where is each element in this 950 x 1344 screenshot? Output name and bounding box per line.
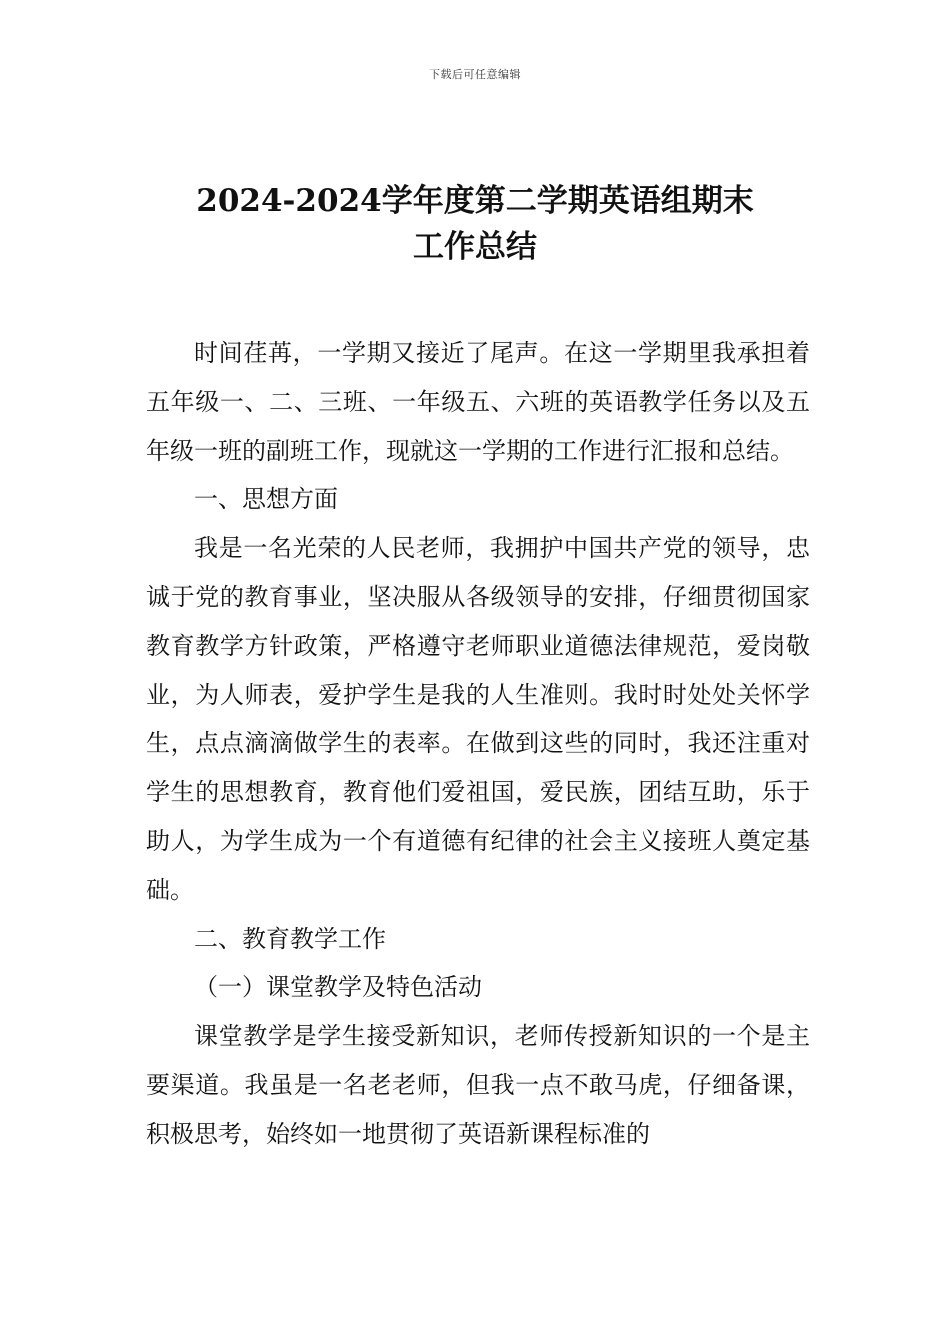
- intro-paragraph: 时间荏苒，一学期又接近了尾声。在这一学期里我承担着五年级一、二、三班、一年级五、六班的英语教学任务以及五年级一班的副班工作，现就这一学期的工作进行汇报和总结。: [146, 339, 810, 465]
- document-body: [146, 329, 810, 1159]
- subsection-heading-classroom: （一）课堂教学及特色活动: [194, 973, 482, 1002]
- document-title-line-1: 2024-2024学年度第二学期英语组期末: [196, 183, 754, 219]
- document-title: [60, 178, 890, 270]
- section-heading-teaching: 二、教育教学工作: [194, 924, 386, 953]
- section-heading-thought: 一、思想方面: [194, 485, 338, 514]
- document-title-line-2: 工作总结: [413, 229, 537, 265]
- classroom-paragraph: 课堂教学是学生接受新知识，老师传授新知识的一个是主要渠道。我虽是一名老老师，但我一点不敢马虎，仔细备课，积极思考，始终如一地贯彻了英语新课程标准的: [146, 1022, 810, 1148]
- thought-paragraph: 我是一名光荣的人民老师，我拥护中国共产党的领导，忠诚于党的教育事业，坚决服从各级领导的安排，仔细贯彻国家教育教学方针政策，严格遵守老师职业道德法律规范，爱岗敬业，为人师表，爱护学生是我的人生准则。我时时处处关怀学生，点点滴滴做学生的表率。在做到这些的同时，我还注重对学生的思想教育，教育他们爱祖国，爱民族，团结互助，乐于助人，为学生成为一个有道德有纪律的社会主义接班人奠定基础。: [146, 534, 810, 904]
- header-note: 下载后可任意编辑: [429, 68, 521, 81]
